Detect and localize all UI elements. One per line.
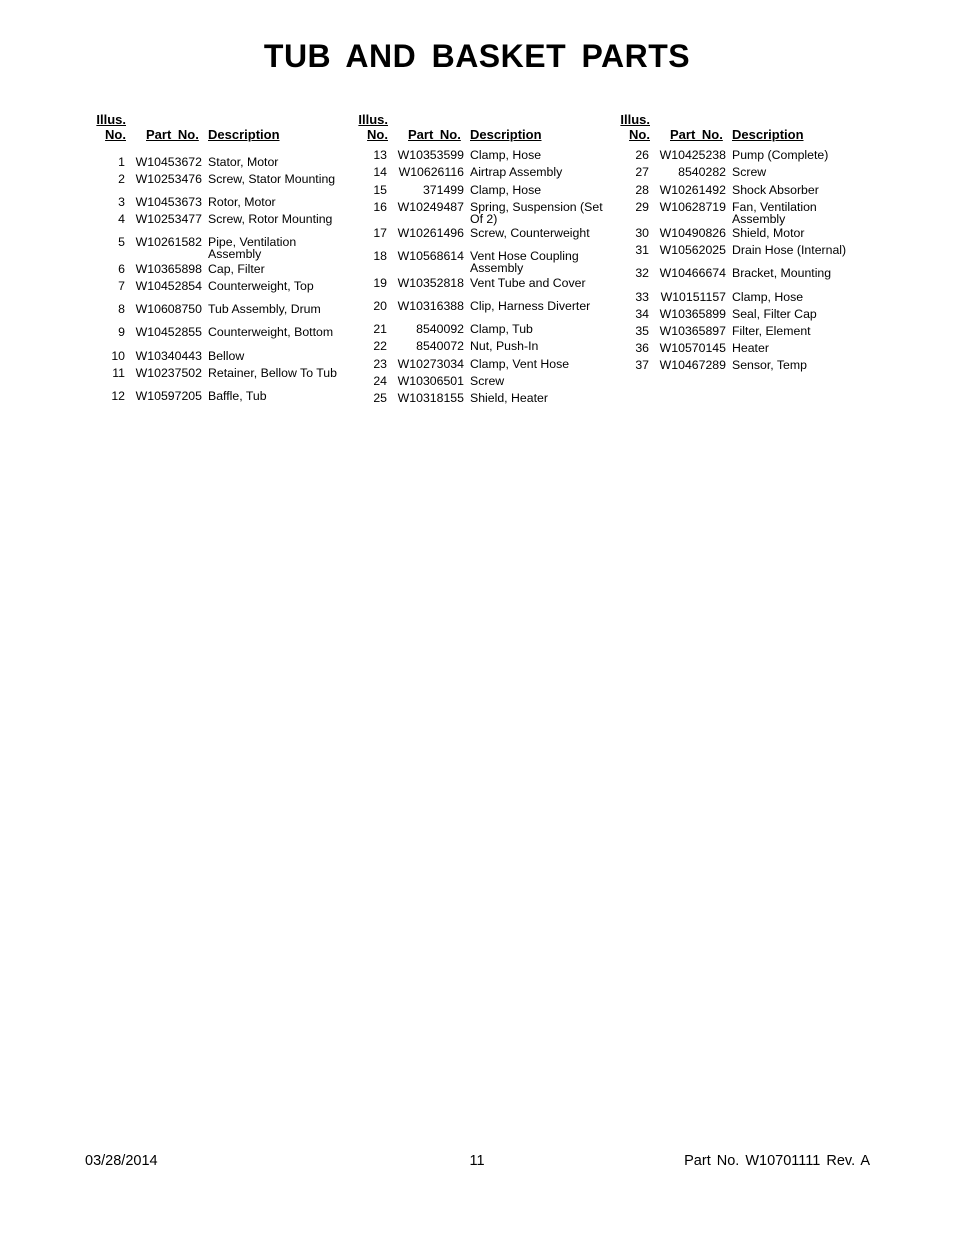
part-description: Drain Hose (Internal) <box>732 243 847 257</box>
illus-header-line2: No. <box>367 127 388 142</box>
illus-number: 19 <box>373 276 387 290</box>
footer-date: 03/28/2014 <box>85 1153 158 1169</box>
part-description: Nut, Push-In <box>470 339 539 353</box>
illus-number: 27 <box>635 165 649 179</box>
parts-column-1 <box>90 112 352 403</box>
part-number: W10597205 <box>135 389 202 403</box>
part-number: 371499 <box>422 183 464 197</box>
part-number: W10306501 <box>397 374 464 388</box>
illus-number: 16 <box>373 200 387 214</box>
part-number: W10628719 <box>659 200 726 214</box>
part-description: Pump (Complete) <box>732 148 829 162</box>
illus-header-line1: Illus. <box>358 112 388 127</box>
illus-number: 3 <box>118 195 125 209</box>
part-number: W10453673 <box>135 195 202 209</box>
illus-number: 5 <box>118 235 125 249</box>
part-description: Sensor, Temp <box>732 358 807 372</box>
illus-number: 13 <box>373 148 387 162</box>
part-number: W10340443 <box>135 349 202 363</box>
illus-number: 23 <box>373 357 387 371</box>
description-header: Description <box>732 127 804 142</box>
part-description: Vent Tube and Cover <box>470 276 586 290</box>
part-description: Screw <box>732 165 767 179</box>
illus-number: 1 <box>118 155 125 169</box>
illus-number: 31 <box>635 243 649 257</box>
part-description: Clip, Harness Diverter <box>470 299 591 313</box>
illus-number: 2 <box>118 172 125 186</box>
part-number: W10316388 <box>397 299 464 313</box>
part-number: W10249487 <box>397 200 464 214</box>
part-description: Screw, Rotor Mounting <box>208 212 333 226</box>
part-number: W10452855 <box>135 325 202 339</box>
part-description: Seal, Filter Cap <box>732 307 817 321</box>
part-no-header: Part No. <box>146 127 199 142</box>
part-number: W10237502 <box>135 366 202 380</box>
illus-header-line2: No. <box>629 127 650 142</box>
part-description: Shield, Motor <box>732 226 805 240</box>
part-number: W10453672 <box>135 155 202 169</box>
part-description: Clamp, Vent Hose <box>470 357 570 371</box>
part-description: Screw, Counterweight <box>470 226 590 240</box>
part-description: Tub Assembly, Drum <box>208 302 321 316</box>
part-number: W10365898 <box>135 262 202 276</box>
illus-number: 15 <box>373 183 387 197</box>
part-number: W10261492 <box>659 183 726 197</box>
illus-number: 24 <box>373 374 387 388</box>
part-number: W10608750 <box>135 302 202 316</box>
illus-number: 25 <box>373 391 387 405</box>
part-description: Pipe, Ventilation Assembly <box>208 235 297 261</box>
column-header <box>352 112 614 146</box>
part-number: W10253477 <box>135 212 202 226</box>
part-number: W10626116 <box>398 165 464 179</box>
part-number: W10570145 <box>659 341 726 355</box>
illus-number: 6 <box>118 262 125 276</box>
illus-number: 26 <box>635 148 649 162</box>
illus-number: 18 <box>373 249 387 263</box>
column-header <box>614 112 876 146</box>
illus-number: 36 <box>635 341 649 355</box>
part-number: W10352818 <box>397 276 464 290</box>
illus-number: 28 <box>635 183 649 197</box>
illus-header-line2: No. <box>105 127 126 142</box>
footer-page-number: 11 <box>469 1153 485 1169</box>
part-no-header: Part No. <box>408 127 461 142</box>
part-description: Shock Absorber <box>732 183 819 197</box>
part-number: W10365899 <box>659 307 726 321</box>
part-description: Counterweight, Top <box>208 279 314 293</box>
part-description: Baffle, Tub <box>208 389 267 403</box>
parts-column-2 <box>352 112 614 405</box>
part-number: W10467289 <box>659 358 726 372</box>
illus-number: 9 <box>118 325 125 339</box>
part-description: Clamp, Hose <box>470 148 542 162</box>
part-number: 8540282 <box>678 165 726 179</box>
part-description: Clamp, Hose <box>470 183 542 197</box>
part-number: W10425238 <box>659 148 726 162</box>
illus-number: 22 <box>373 339 387 353</box>
part-description: Airtrap Assembly <box>470 165 563 179</box>
part-description: Clamp, Hose <box>732 290 804 304</box>
part-description: Cap, Filter <box>208 262 265 276</box>
illus-number: 37 <box>635 358 649 372</box>
part-number: W10466674 <box>659 266 726 280</box>
part-number: W10490826 <box>659 226 726 240</box>
part-number: W10261582 <box>135 235 202 249</box>
part-number: W10568614 <box>397 249 464 263</box>
illus-number: 11 <box>112 366 125 380</box>
part-number: W10253476 <box>135 172 202 186</box>
illus-number: 33 <box>635 290 649 304</box>
part-description: Spring, Suspension (Set Of 2) <box>470 200 603 226</box>
part-number: W10365897 <box>659 324 726 338</box>
illus-number: 17 <box>373 226 387 240</box>
part-number: 8540092 <box>416 322 464 336</box>
column-header <box>90 112 352 146</box>
part-number: W10318155 <box>397 391 464 405</box>
illus-number: 10 <box>111 349 125 363</box>
illus-number: 14 <box>373 165 387 179</box>
part-description: Stator, Motor <box>208 155 279 169</box>
illus-number: 8 <box>118 302 125 316</box>
part-description: Fan, Ventilation Assembly <box>732 200 817 226</box>
illus-number: 30 <box>635 226 649 240</box>
illus-number: 32 <box>635 266 649 280</box>
illus-no-header <box>93 112 126 142</box>
part-number: W10353599 <box>397 148 464 162</box>
part-description: Vent Hose Coupling Assembly <box>470 249 579 275</box>
part-description: Bellow <box>208 349 245 363</box>
part-description: Shield, Heater <box>470 391 548 405</box>
footer-part-reference: Part No. W10701111 Rev. A <box>684 1153 870 1169</box>
part-description: Screw, Stator Mounting <box>208 172 336 186</box>
part-description: Filter, Element <box>732 324 811 338</box>
illus-no-header <box>617 112 650 142</box>
part-description: Counterweight, Bottom <box>208 325 334 339</box>
illus-number: 29 <box>635 200 649 214</box>
part-number: 8540072 <box>416 339 464 353</box>
part-description: Screw <box>470 374 505 388</box>
illus-number: 35 <box>635 324 649 338</box>
parts-column-3 <box>614 112 876 372</box>
illus-number: 21 <box>373 322 387 336</box>
illus-number: 4 <box>118 212 125 226</box>
description-header: Description <box>208 127 280 142</box>
illus-no-header <box>355 112 388 142</box>
part-description: Clamp, Tub <box>470 322 533 336</box>
part-number: W10562025 <box>659 243 726 257</box>
part-description: Rotor, Motor <box>208 195 276 209</box>
part-number: W10261496 <box>397 226 464 240</box>
part-no-header: Part No. <box>670 127 723 142</box>
part-description: Bracket, Mounting <box>732 266 832 280</box>
illus-number: 20 <box>373 299 387 313</box>
part-number: W10151157 <box>660 290 726 304</box>
illus-number: 34 <box>635 307 649 321</box>
illus-number: 12 <box>111 389 125 403</box>
illus-number: 7 <box>118 279 125 293</box>
description-header: Description <box>470 127 542 142</box>
page-title: TUB AND BASKET PARTS <box>263 38 691 74</box>
part-number: W10452854 <box>135 279 202 293</box>
part-description: Retainer, Bellow To Tub <box>208 366 337 380</box>
illus-header-line1: Illus. <box>620 112 650 127</box>
illus-header-line1: Illus. <box>96 112 126 127</box>
part-number: W10273034 <box>397 357 464 371</box>
part-description: Heater <box>732 341 769 355</box>
